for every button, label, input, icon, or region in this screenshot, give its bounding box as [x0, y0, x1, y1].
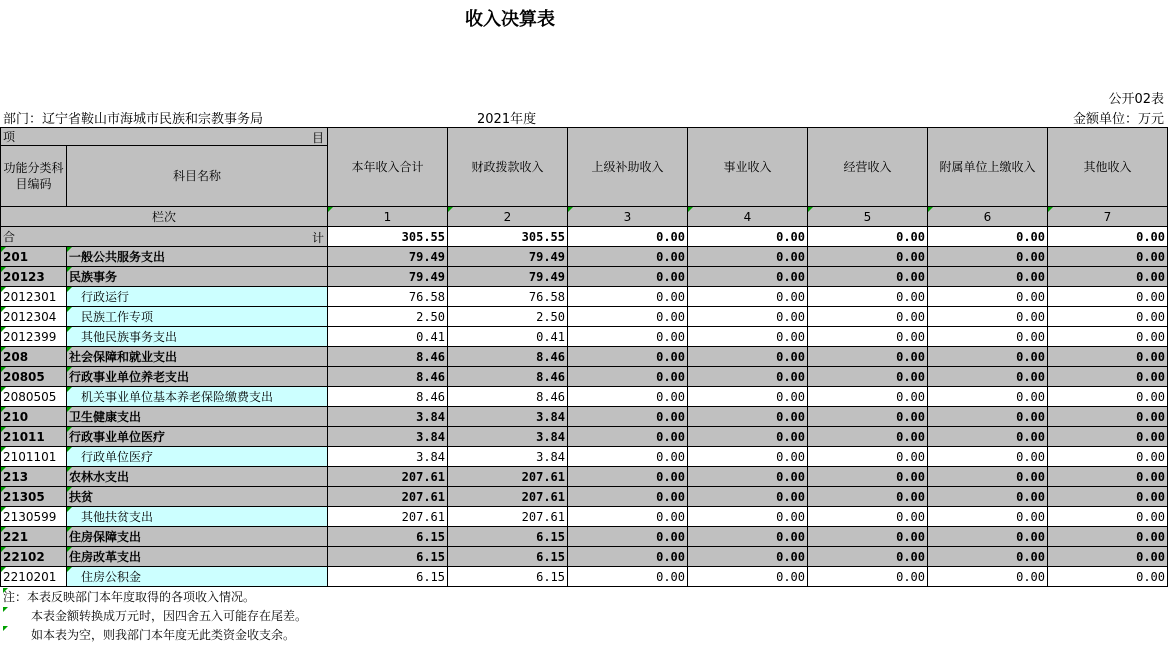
subject-name: 住房保障支出	[67, 527, 328, 547]
item-label-right: 目	[311, 131, 324, 145]
column-header: 经营收入	[808, 128, 928, 207]
amount-cell: 0.00	[1048, 287, 1168, 307]
amount-cell: 0.00	[808, 327, 928, 347]
amount-cell: 0.00	[808, 387, 928, 407]
amount-cell: 0.00	[568, 507, 688, 527]
amount-cell: 0.00	[688, 247, 808, 267]
amount-cell: 0.00	[1048, 347, 1168, 367]
amount-cell: 0.00	[688, 367, 808, 387]
amount-cell: 0.00	[1048, 247, 1168, 267]
amount-cell: 0.00	[928, 407, 1048, 427]
name-header: 科目名称	[67, 146, 328, 207]
amount-cell: 0.00	[928, 527, 1048, 547]
amount-cell: 0.00	[688, 507, 808, 527]
table-row	[1, 287, 1168, 307]
subject-name: 一般公共服务支出	[67, 247, 328, 267]
column-header: 事业收入	[688, 128, 808, 207]
amount-cell: 0.00	[1048, 327, 1168, 347]
total-value: 305.55	[448, 227, 568, 247]
amount-cell: 0.00	[928, 427, 1048, 447]
amount-cell: 0.00	[808, 367, 928, 387]
department-label: 部门：辽宁省鞍山市海城市民族和宗教事务局	[3, 112, 264, 127]
column-header: 附属单位上缴收入	[928, 128, 1048, 207]
total-row	[1, 227, 1168, 247]
amount-cell: 0.00	[568, 447, 688, 467]
total-value: 0.00	[928, 227, 1048, 247]
amount-cell: 6.15	[328, 567, 448, 587]
amount-cell: 0.00	[568, 467, 688, 487]
column-header: 本年收入合计	[328, 128, 448, 207]
amount-cell: 0.00	[688, 547, 808, 567]
amount-cell: 0.00	[808, 447, 928, 467]
amount-cell: 2.50	[448, 307, 568, 327]
table-row	[1, 487, 1168, 507]
amount-cell: 6.15	[448, 527, 568, 547]
amount-cell: 2.50	[328, 307, 448, 327]
amount-cell: 207.61	[328, 467, 448, 487]
amount-cell: 0.00	[928, 267, 1048, 287]
amount-cell: 0.00	[688, 387, 808, 407]
amount-cell: 6.15	[448, 567, 568, 587]
col-number: 2	[448, 207, 568, 227]
amount-cell: 0.00	[688, 347, 808, 367]
amount-cell: 8.46	[448, 347, 568, 367]
amount-cell: 0.00	[1048, 387, 1168, 407]
amount-cell: 0.00	[688, 287, 808, 307]
table-row	[1, 467, 1168, 487]
amount-cell: 0.00	[568, 327, 688, 347]
subject-name: 农林水支出	[67, 467, 328, 487]
amount-cell: 0.00	[568, 407, 688, 427]
amount-cell: 0.00	[928, 367, 1048, 387]
subject-code: 208	[1, 347, 67, 367]
amount-cell: 79.49	[328, 247, 448, 267]
col-number: 6	[928, 207, 1048, 227]
subject-code: 213	[1, 467, 67, 487]
amount-cell: 0.00	[928, 567, 1048, 587]
amount-cell: 0.00	[1048, 267, 1168, 287]
amount-cell: 0.00	[808, 347, 928, 367]
subject-code: 22102	[1, 547, 67, 567]
amount-cell: 0.00	[808, 487, 928, 507]
table-row	[1, 327, 1168, 347]
amount-cell: 0.41	[448, 327, 568, 347]
amount-cell: 0.00	[928, 487, 1048, 507]
amount-cell: 0.00	[568, 527, 688, 547]
subject-code: 20805	[1, 367, 67, 387]
total-value: 305.55	[328, 227, 448, 247]
amount-cell: 8.46	[328, 387, 448, 407]
amount-cell: 79.49	[448, 267, 568, 287]
amount-cell: 207.61	[448, 467, 568, 487]
amount-cell: 0.00	[688, 407, 808, 427]
amount-cell: 0.00	[1048, 467, 1168, 487]
amount-cell: 3.84	[448, 447, 568, 467]
amount-cell: 0.00	[1048, 307, 1168, 327]
subject-name: 社会保障和就业支出	[67, 347, 328, 367]
note-line: 注：本表反映部门本年度取得的各项收入情况。	[3, 588, 307, 607]
subject-name: 行政运行	[67, 287, 328, 307]
amount-cell: 0.00	[808, 527, 928, 547]
subject-name: 机关事业单位基本养老保险缴费支出	[67, 387, 328, 407]
table-row	[1, 247, 1168, 267]
amount-cell: 3.84	[328, 447, 448, 467]
amount-cell: 0.00	[1048, 407, 1168, 427]
amount-cell: 0.00	[928, 287, 1048, 307]
subject-code: 210	[1, 407, 67, 427]
notes	[3, 588, 307, 645]
amount-cell: 0.00	[928, 347, 1048, 367]
amount-cell: 0.00	[1048, 527, 1168, 547]
amount-cell: 8.46	[328, 347, 448, 367]
amount-cell: 0.00	[688, 267, 808, 287]
column-header: 其他收入	[1048, 128, 1168, 207]
amount-cell: 0.00	[1048, 487, 1168, 507]
subject-code: 21305	[1, 487, 67, 507]
note-line: 本表金额转换成万元时，因四舍五入可能存在尾差。	[3, 607, 307, 626]
amount-cell: 8.46	[448, 387, 568, 407]
amount-cell: 0.00	[808, 307, 928, 327]
table-row	[1, 407, 1168, 427]
table-row	[1, 567, 1168, 587]
amount-cell: 0.00	[928, 447, 1048, 467]
subject-name: 民族事务	[67, 267, 328, 287]
table-row	[1, 307, 1168, 327]
col-number: 1	[328, 207, 448, 227]
amount-cell: 76.58	[448, 287, 568, 307]
subject-name: 住房改革支出	[67, 547, 328, 567]
amount-cell: 207.61	[448, 507, 568, 527]
col-number: 3	[568, 207, 688, 227]
total-value: 0.00	[568, 227, 688, 247]
total-value: 0.00	[1048, 227, 1168, 247]
amount-cell: 0.00	[808, 507, 928, 527]
amount-cell: 0.00	[568, 267, 688, 287]
amount-cell: 207.61	[328, 487, 448, 507]
col-number: 5	[808, 207, 928, 227]
item-label: 项	[3, 130, 16, 144]
subject-name: 卫生健康支出	[67, 407, 328, 427]
subject-name: 民族工作专项	[67, 307, 328, 327]
col-number: 7	[1048, 207, 1168, 227]
amount-cell: 0.00	[928, 327, 1048, 347]
note-line: 如本表为空，则我部门本年度无此类资金收支余。	[3, 626, 307, 645]
amount-cell: 0.00	[808, 567, 928, 587]
amount-cell: 79.49	[328, 267, 448, 287]
amount-cell: 0.00	[688, 327, 808, 347]
amount-cell: 3.84	[328, 407, 448, 427]
column-header: 财政拨款收入	[448, 128, 568, 207]
amount-cell: 0.00	[568, 387, 688, 407]
income-table	[0, 127, 1168, 587]
subject-code: 2101101	[1, 447, 67, 467]
column-header: 上级补助收入	[568, 128, 688, 207]
amount-cell: 0.00	[568, 287, 688, 307]
subject-name: 行政单位医疗	[67, 447, 328, 467]
subject-code: 2012304	[1, 307, 67, 327]
form-number: 公开02表	[1108, 92, 1164, 107]
table-row	[1, 507, 1168, 527]
amount-cell: 207.61	[328, 507, 448, 527]
amount-cell: 0.00	[1048, 427, 1168, 447]
amount-cell: 0.00	[928, 547, 1048, 567]
amount-cell: 0.00	[568, 307, 688, 327]
subject-code: 2130599	[1, 507, 67, 527]
amount-cell: 0.00	[688, 447, 808, 467]
subject-code: 201	[1, 247, 67, 267]
amount-cell: 0.00	[1048, 507, 1168, 527]
amount-cell: 0.00	[568, 247, 688, 267]
amount-cell: 6.15	[328, 527, 448, 547]
subject-name: 住房公积金	[67, 567, 328, 587]
total-label-right: 计	[311, 231, 324, 245]
col-number: 4	[688, 207, 808, 227]
amount-cell: 0.00	[928, 387, 1048, 407]
amount-cell: 0.00	[808, 427, 928, 447]
table-row	[1, 427, 1168, 447]
amount-cell: 0.41	[328, 327, 448, 347]
amount-cell: 3.84	[448, 427, 568, 447]
amount-cell: 0.00	[808, 467, 928, 487]
subject-name: 其他民族事务支出	[67, 327, 328, 347]
amount-cell: 0.00	[568, 347, 688, 367]
amount-cell: 0.00	[1048, 447, 1168, 467]
col-index-label: 栏次	[1, 207, 328, 227]
subject-name: 其他扶贫支出	[67, 507, 328, 527]
amount-cell: 79.49	[448, 247, 568, 267]
amount-cell: 0.00	[688, 567, 808, 587]
total-label-cell	[1, 227, 328, 247]
amount-cell: 0.00	[928, 507, 1048, 527]
table-row	[1, 447, 1168, 467]
amount-cell: 0.00	[568, 487, 688, 507]
amount-cell: 0.00	[928, 467, 1048, 487]
total-label-left: 合	[3, 230, 16, 244]
table-row	[1, 267, 1168, 287]
amount-cell: 76.58	[328, 287, 448, 307]
code-header: 功能分类科目编码	[1, 146, 67, 207]
unit-label: 金额单位：万元	[1072, 112, 1164, 127]
amount-cell: 6.15	[328, 547, 448, 567]
amount-cell: 3.84	[328, 427, 448, 447]
amount-cell: 0.00	[808, 547, 928, 567]
subject-name: 行政事业单位医疗	[67, 427, 328, 447]
subject-code: 2012399	[1, 327, 67, 347]
amount-cell: 0.00	[688, 487, 808, 507]
subject-code: 2012301	[1, 287, 67, 307]
subject-code: 20123	[1, 267, 67, 287]
table-row	[1, 367, 1168, 387]
amount-cell: 0.00	[928, 307, 1048, 327]
amount-cell: 3.84	[448, 407, 568, 427]
subject-code: 221	[1, 527, 67, 547]
amount-cell: 0.00	[808, 267, 928, 287]
table-row	[1, 347, 1168, 367]
amount-cell: 0.00	[688, 527, 808, 547]
amount-cell: 0.00	[808, 247, 928, 267]
amount-cell: 207.61	[448, 487, 568, 507]
amount-cell: 0.00	[688, 307, 808, 327]
total-value: 0.00	[808, 227, 928, 247]
amount-cell: 8.46	[448, 367, 568, 387]
amount-cell: 0.00	[568, 427, 688, 447]
page-title: 收入决算表	[465, 9, 555, 30]
subject-code: 2080505	[1, 387, 67, 407]
amount-cell: 0.00	[688, 467, 808, 487]
subject-name: 行政事业单位养老支出	[67, 367, 328, 387]
amount-cell: 0.00	[1048, 567, 1168, 587]
amount-cell: 0.00	[928, 247, 1048, 267]
amount-cell: 8.46	[328, 367, 448, 387]
item-header-cell	[1, 128, 328, 146]
amount-cell: 0.00	[1048, 367, 1168, 387]
amount-cell: 0.00	[688, 427, 808, 447]
subject-name: 扶贫	[67, 487, 328, 507]
amount-cell: 0.00	[808, 407, 928, 427]
amount-cell: 6.15	[448, 547, 568, 567]
table-row	[1, 527, 1168, 547]
amount-cell: 0.00	[808, 287, 928, 307]
amount-cell: 0.00	[568, 547, 688, 567]
amount-cell: 0.00	[568, 567, 688, 587]
subject-code: 21011	[1, 427, 67, 447]
amount-cell: 0.00	[1048, 547, 1168, 567]
subject-code: 2210201	[1, 567, 67, 587]
amount-cell: 0.00	[568, 367, 688, 387]
table-row	[1, 387, 1168, 407]
year-label: 2021年度	[477, 112, 537, 127]
total-value: 0.00	[688, 227, 808, 247]
table-row	[1, 547, 1168, 567]
